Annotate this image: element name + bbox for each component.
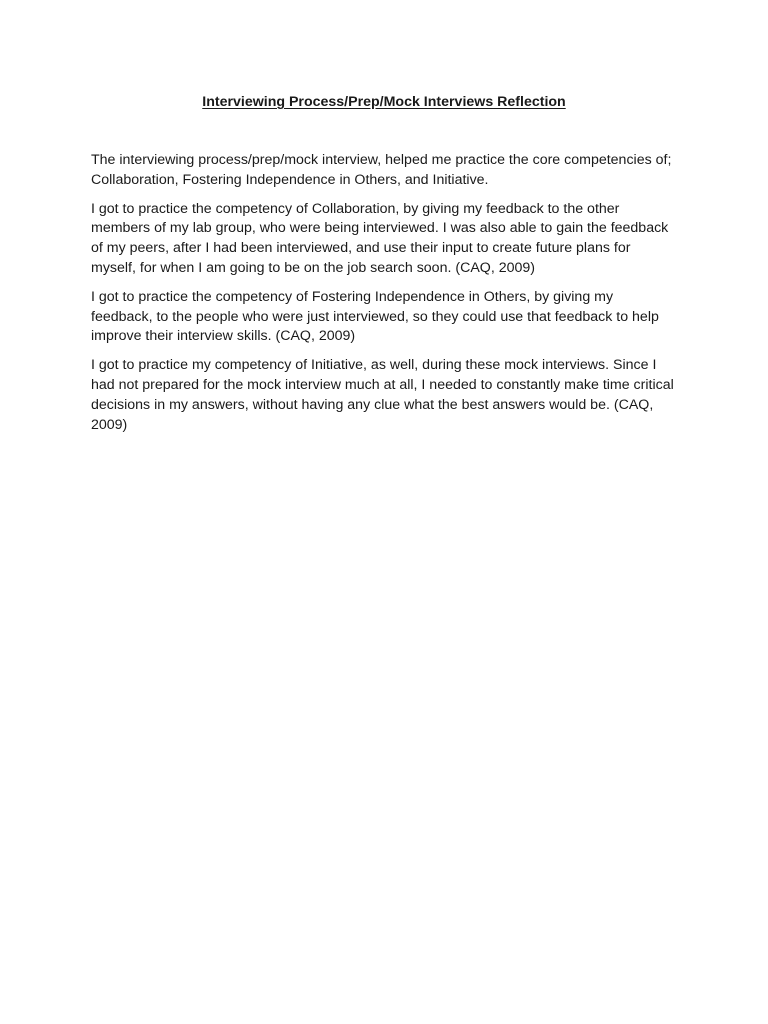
document-body — [91, 151, 676, 444]
paragraph-initiative: I got to practice my competency of Initiative, as well, during these mock interviews. Since I had not prepared for the mock interview much at all, I needed to constantly make time critical decisions in my answers, without having any clue what the best answers would be. (CAQ, 2009) — [91, 357, 674, 433]
paragraph-intro: The interviewing process/prep/mock interview, helped me practice the core competencies of; Collaboration, Fostering Independence in Others, and Initiative. — [91, 152, 672, 188]
paragraph-fostering-independence: I got to practice the competency of Fostering Independence in Others, by giving my feedback, to the people who were just interviewed, so they could use that feedback to help improve their interview skills. (CAQ, 2009) — [91, 288, 659, 345]
document-title: Interviewing Process/Prep/Mock Interviews Reflection — [202, 94, 566, 110]
paragraph-collaboration: I got to practice the competency of Collaboration, by giving my feedback to the other members of my lab group, who were being interviewed. I was also able to gain the feedback of my peers, after I had been interviewed, and use their input to create future plans for myself, for when I am going to be on the job search soon. (CAQ, 2009) — [91, 200, 669, 276]
